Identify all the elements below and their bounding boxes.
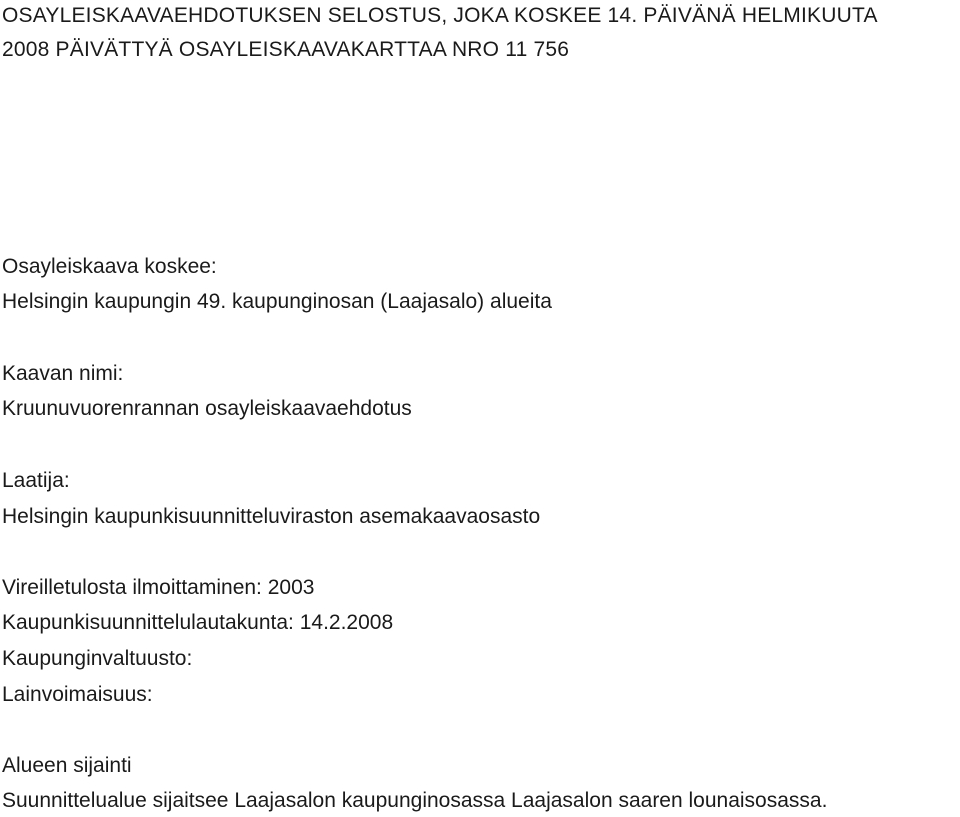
heading-line-1: OSAYLEISKAAVAEHDOTUKSEN SELOSTUS, JOKA KOSKEE 14. PÄIVÄNÄ HELMIKUUTA — [2, 4, 878, 27]
heading-line-2: 2008 PÄIVÄTTYÄ OSAYLEISKAAVAKARTTAA NRO 11 756 — [2, 38, 570, 61]
schedule-announcement: Vireilletulosta ilmoittaminen: 2003 — [2, 576, 315, 599]
scope-value: Helsingin kaupungin 49. kaupunginosan (Laajasalo) alueita — [2, 290, 552, 313]
location-label: Alueen sijainti — [2, 754, 132, 777]
schedule-council: Kaupunginvaltuusto: — [2, 647, 193, 670]
schedule-in-force: Lainvoimaisuus: — [2, 683, 153, 706]
plan-name-label: Kaavan nimi: — [2, 362, 124, 385]
location-value: Suunnittelualue sijaitsee Laajasalon kaupunginosassa Laajasalon saaren lounaisosassa. — [2, 789, 828, 812]
author-label: Laatija: — [2, 469, 70, 492]
author-value: Helsingin kaupunkisuunnitteluviraston asemakaavaosasto — [2, 505, 541, 528]
plan-name-value: Kruunuvuorenrannan osayleiskaavaehdotus — [2, 397, 412, 420]
scope-label: Osayleiskaava koskee: — [2, 255, 217, 278]
schedule-board: Kaupunkisuunnittelulautakunta: 14.2.2008 — [2, 611, 394, 634]
